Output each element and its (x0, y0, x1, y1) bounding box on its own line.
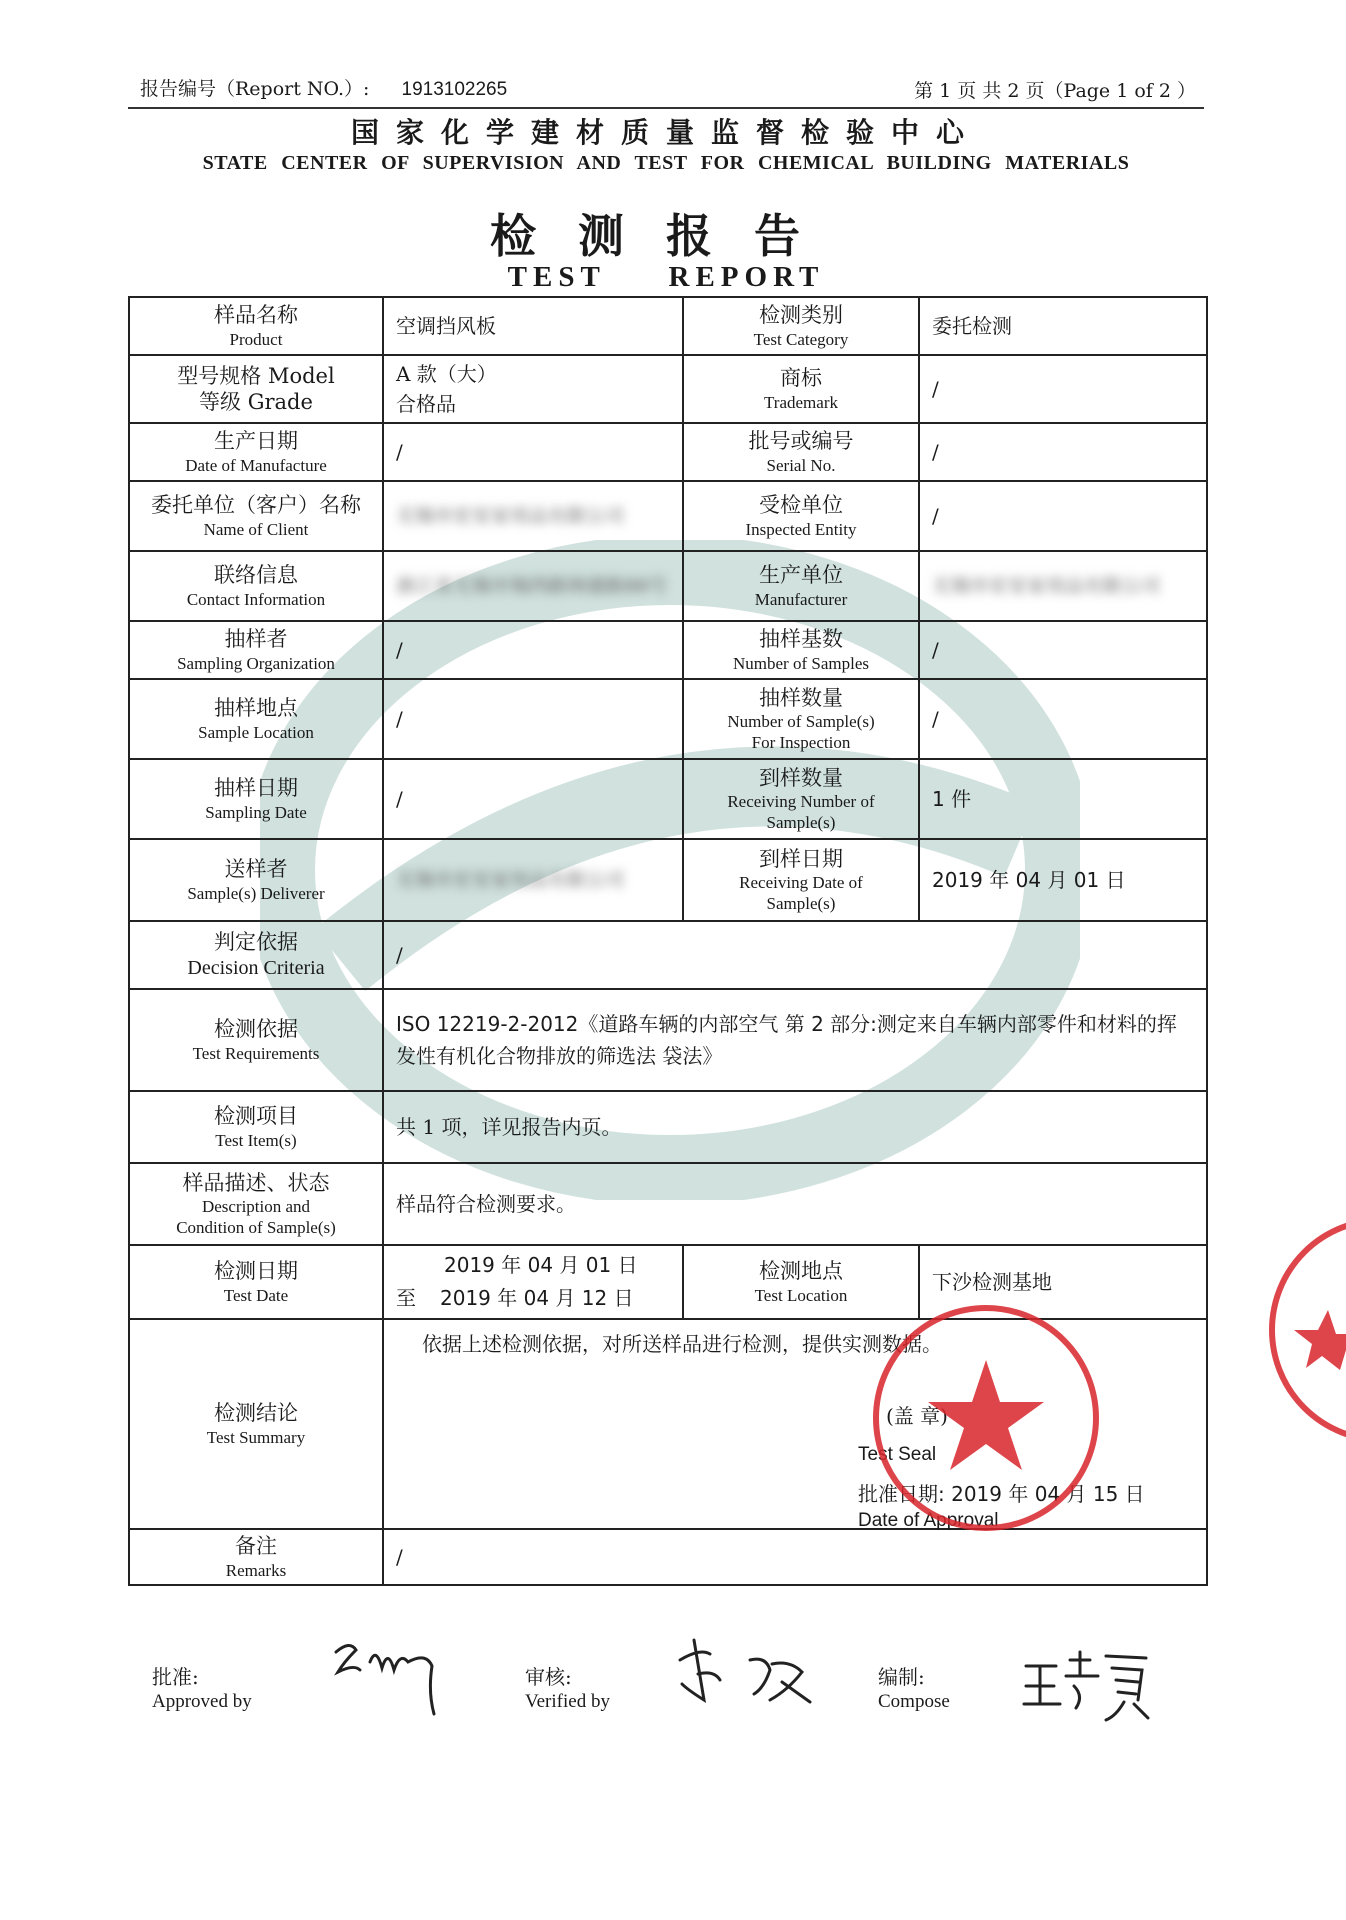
report-title-en: TEST REPORT (507, 261, 825, 293)
partial-seal-stamp (1262, 1210, 1346, 1450)
decision-label: 判定依据 Decision Criteria (129, 921, 383, 989)
manufacture-date-label: 生产日期 Date of Manufacture (129, 423, 383, 481)
approval-date-label-en: Date of Approval (858, 1510, 999, 1531)
test-category-label: 检测类别 Test Category (683, 297, 919, 355)
compiler-signature (1020, 1646, 1160, 1726)
report-number (140, 74, 507, 101)
test-date-to: 至 2019 年 04 月 12 日 (396, 1286, 634, 1310)
report-title-cn: 检测报告 (490, 209, 842, 263)
sampling-org-value: / (383, 621, 683, 679)
report-number-value: 1913102265 (401, 79, 508, 100)
test-location-value: 下沙检测基地 (919, 1245, 1207, 1319)
table-row (129, 423, 1207, 481)
inspected-entity-value: / (919, 481, 1207, 551)
summary-label: 检测结论 Test Summary (129, 1319, 383, 1529)
receiving-number-label: 到样数量 Receiving Number of Sample(s) (683, 759, 919, 839)
sampling-date-value: / (383, 759, 683, 839)
requirements-label: 检测依据 Test Requirements (129, 989, 383, 1091)
remarks-label: 备注 Remarks (129, 1529, 383, 1585)
table-row (129, 1163, 1207, 1245)
inspected-entity-label: 受检单位 Inspected Entity (683, 481, 919, 551)
page-info: 第 1 页 共 2 页（Page 1 of 2 ） (914, 80, 1196, 102)
table-row (129, 989, 1207, 1091)
client-value-redacted: 无锡市宏安家用品有限公司 (396, 505, 625, 528)
test-date-value (383, 1245, 683, 1319)
client-label: 委托单位（客户）名称 Name of Client (129, 481, 383, 551)
deliverer-value-redacted: 无锡市宏安家用品有限公司 (396, 869, 625, 892)
summary-text: 依据上述检测依据，对所送样品进行检测，提供实测数据。 (422, 1332, 942, 1356)
model-label: 型号规格 Model 等级 Grade (129, 355, 383, 423)
receiving-number-value: 1 件 (919, 759, 1207, 839)
compose-label: 编制: Compose (878, 1665, 950, 1712)
seal-label-cn: (盖 章) (886, 1404, 948, 1428)
test-date-label: 检测日期 Test Date (129, 1245, 383, 1319)
trademark-label: 商标 Trademark (683, 355, 919, 423)
description-value: 样品符合检测要求。 (383, 1163, 1207, 1245)
organization-name-cn: 国家化学建材质量监督检验中心 (350, 116, 981, 149)
manufacture-date-value: / (383, 423, 683, 481)
sampling-date-label: 抽样日期 Sampling Date (129, 759, 383, 839)
seal-label-en: Test Seal (858, 1444, 937, 1465)
description-label: 样品描述、状态 Description and Condition of Sample(s) (129, 1163, 383, 1245)
test-items-label: 检测项目 Test Item(s) (129, 1091, 383, 1163)
table-row (129, 551, 1207, 621)
model-value: A 款（大） 合格品 (383, 355, 683, 423)
receiving-date-value: 2019 年 04 月 01 日 (919, 839, 1207, 921)
deliverer-label: 送样者 Sample(s) Deliverer (129, 839, 383, 921)
number-of-samples-label: 抽样基数 Number of Samples (683, 621, 919, 679)
contact-label: 联络信息 Contact Information (129, 551, 383, 621)
approver-signature (330, 1632, 460, 1722)
test-category-value: 委托检测 (919, 297, 1207, 355)
organization-name-en: STATE CENTER OF SUPERVISION AND TEST FOR CHEMICAL BUILDING MATERIALS (202, 152, 1130, 174)
table-row (129, 759, 1207, 839)
product-label: 样品名称 Product (129, 297, 383, 355)
test-date-from: 2019 年 04 月 01 日 (444, 1253, 638, 1277)
table-row (129, 839, 1207, 921)
number-of-samples-value: / (919, 621, 1207, 679)
deliverer-value (383, 839, 683, 921)
table-row (129, 621, 1207, 679)
manufacturer-value (919, 551, 1207, 621)
contact-value-redacted: 浙江省无锡市锡西路铸建路88号 (396, 575, 668, 598)
sample-location-value: / (383, 679, 683, 759)
remarks-value: / (383, 1529, 1207, 1585)
samples-for-inspection-value: / (919, 679, 1207, 759)
test-location-label: 检测地点 Test Location (683, 1245, 919, 1319)
table-row (129, 297, 1207, 355)
product-value: 空调挡风板 (383, 297, 683, 355)
approved-by-label: 批准: Approved by (152, 1665, 252, 1712)
serial-no-value: / (919, 423, 1207, 481)
decision-value: / (383, 921, 1207, 989)
table-row (129, 355, 1207, 423)
report-number-label: 报告编号（Report NO.）: (140, 78, 370, 100)
official-seal-stamp (866, 1298, 1106, 1538)
client-value (383, 481, 683, 551)
table-row (129, 481, 1207, 551)
manufacturer-label: 生产单位 Manufacturer (683, 551, 919, 621)
receiving-date-label: 到样日期 Receiving Date of Sample(s) (683, 839, 919, 921)
sample-location-label: 抽样地点 Sample Location (129, 679, 383, 759)
contact-value (383, 551, 683, 621)
approval-date: 批准日期: 2019 年 04 月 15 日 (858, 1482, 1145, 1506)
verified-by-label: 审核: Verified by (525, 1665, 610, 1712)
header-divider (128, 107, 1204, 109)
table-row (129, 679, 1207, 759)
table-row (129, 921, 1207, 989)
samples-for-inspection-label: 抽样数量 Number of Sample(s) For Inspection (683, 679, 919, 759)
table-row (129, 1091, 1207, 1163)
manufacturer-value-redacted: 无锡市宏安家用品有限公司 (932, 575, 1161, 598)
sampling-org-label: 抽样者 Sampling Organization (129, 621, 383, 679)
requirements-value: ISO 12219-2-2012《道路车辆的内部空气 第 2 部分:测定来自车辆内部零件和材料的挥发性有机化合物排放的筛选法 袋法》 (383, 989, 1207, 1091)
trademark-value: / (919, 355, 1207, 423)
serial-no-label: 批号或编号 Serial No. (683, 423, 919, 481)
verifier-signature (670, 1630, 820, 1720)
test-items-value: 共 1 项，详见报告内页。 (383, 1091, 1207, 1163)
